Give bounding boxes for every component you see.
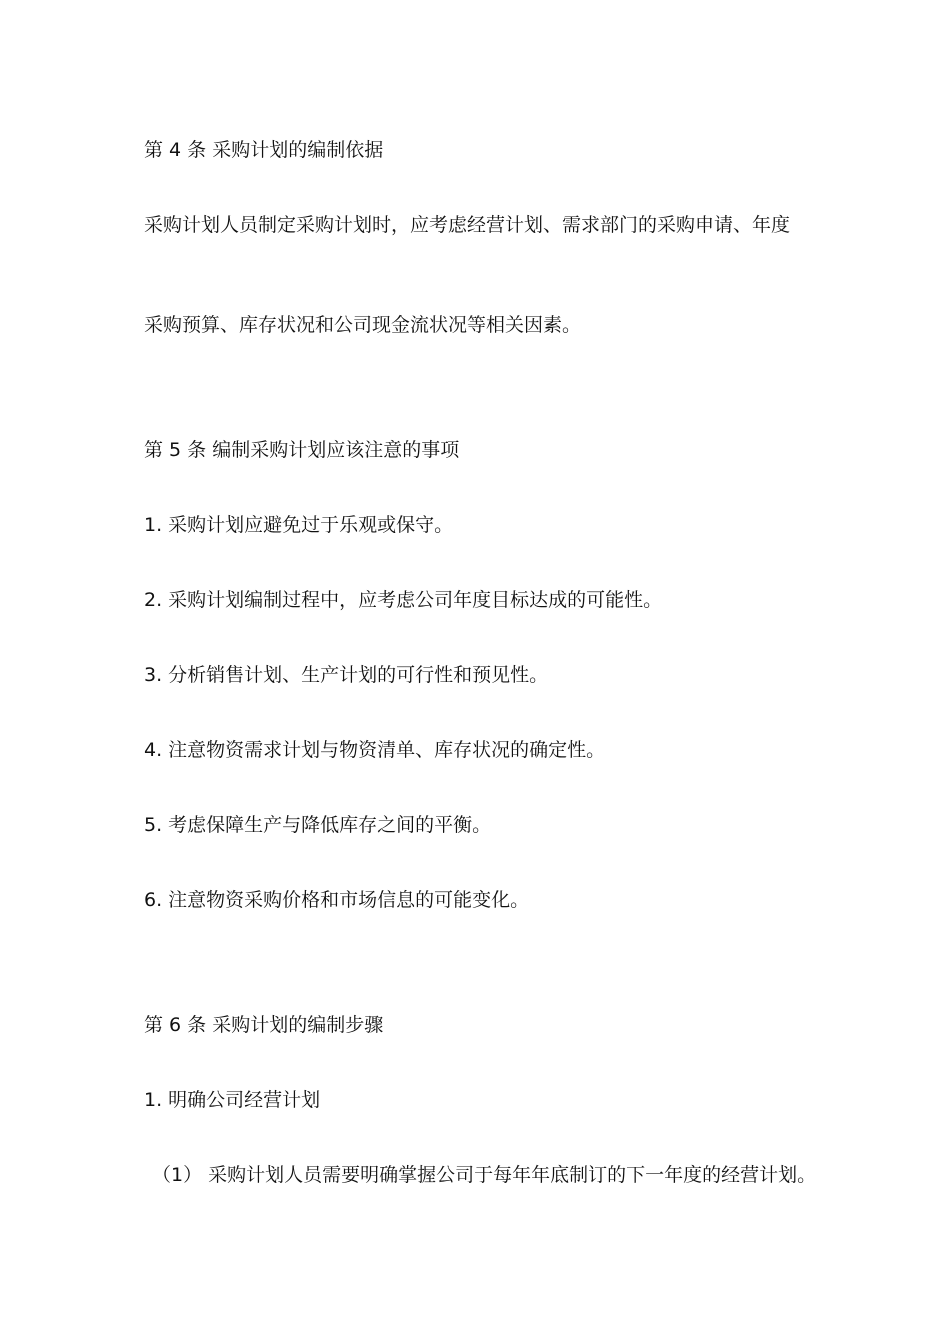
article-5-item-3: 3. 分析销售计划、生产计划的可行性和预见性。 [144, 664, 549, 686]
article-5-item-2: 2. 采购计划编制过程中，应考虑公司年度目标达成的可能性。 [144, 589, 663, 611]
article-5-item-6: 6. 注意物资采购价格和市场信息的可能变化。 [144, 889, 530, 911]
article-4-paragraph-line-2: 采购预算、库存状况和公司现金流状况等相关因素。 [144, 314, 582, 336]
article-4-heading: 第 4 条 采购计划的编制依据 [144, 139, 384, 161]
article-5-item-4: 4. 注意物资需求计划与物资清单、库存状况的确定性。 [144, 739, 606, 761]
article-6-step-1-sub-1: （1） 采购计划人员需要明确掌握公司于每年年底制订的下一年度的经营计划。 [152, 1164, 817, 1186]
article-5-heading: 第 5 条 编制采购计划应该注意的事项 [144, 439, 460, 461]
article-6-heading: 第 6 条 采购计划的编制步骤 [144, 1014, 384, 1036]
article-6-step-1: 1. 明确公司经营计划 [144, 1089, 321, 1111]
article-5-item-5: 5. 考虑保障生产与降低库存之间的平衡。 [144, 814, 492, 836]
article-4-paragraph-line-1: 采购计划人员制定采购计划时，应考虑经营计划、需求部门的采购申请、年度 [144, 214, 791, 236]
article-5-item-1: 1. 采购计划应避免过于乐观或保守。 [144, 514, 454, 536]
